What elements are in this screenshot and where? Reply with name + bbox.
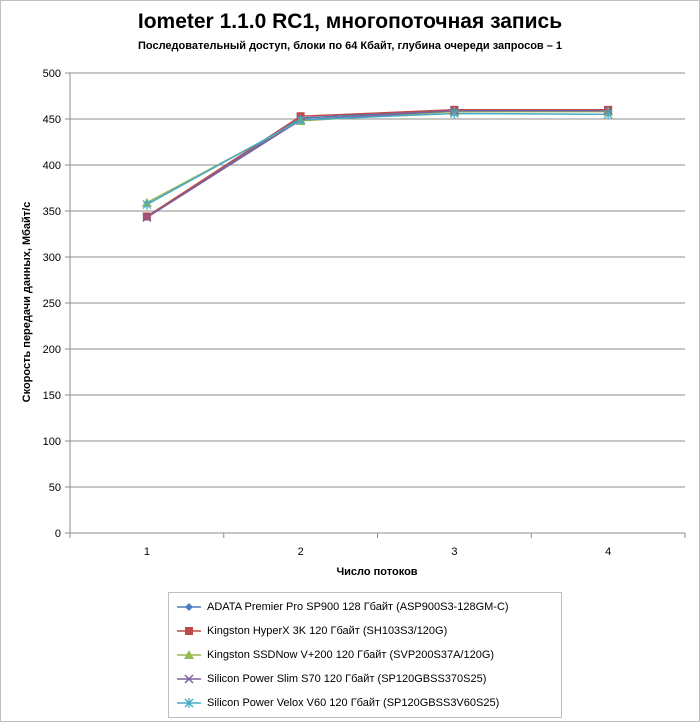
y-tick-label: 100 xyxy=(42,436,61,448)
y-tick-label: 400 xyxy=(42,160,61,172)
legend-swatch xyxy=(177,673,201,685)
x-axis-title: Число потоков xyxy=(336,566,418,578)
legend-entry xyxy=(177,671,486,687)
y-tick-label: 300 xyxy=(42,252,61,264)
legend-entry xyxy=(177,695,499,711)
legend-label: Silicon Power Velox V60 120 Гбайт (SP120GBSS3V60S25) xyxy=(207,697,500,709)
chart-subtitle: Последовательный доступ, блоки по 64 Кбайт, глубина очереди запросов – 1 xyxy=(137,40,563,52)
y-tick-label: 250 xyxy=(42,298,61,310)
y-tick-label: 200 xyxy=(42,344,61,356)
data-point-diamond xyxy=(185,603,193,611)
y-tick-label: 450 xyxy=(42,114,61,126)
y-tick-label: 500 xyxy=(42,68,61,80)
x-tick-label: 2 xyxy=(297,546,304,558)
y-tick-label: 0 xyxy=(54,528,61,540)
series-line-5 xyxy=(147,113,608,204)
legend-label: Silicon Power Slim S70 120 Гбайт (SP120GBSS370S25) xyxy=(207,673,487,685)
legend-entry xyxy=(177,647,494,663)
series-line-2 xyxy=(147,110,608,217)
chart-legend xyxy=(168,592,562,718)
y-tick-labels xyxy=(43,68,61,540)
y-axis-title: Скорость передачи данных, Мбайт/с xyxy=(21,201,33,403)
data-point-square xyxy=(185,627,193,635)
legend-label: Kingston SSDNow V+200 120 Гбайт (SVP200S37A/120G) xyxy=(207,649,495,661)
chart-title: Iometer 1.1.0 RC1, многопоточная запись xyxy=(137,10,563,33)
legend-swatch xyxy=(177,649,201,661)
series-line-1 xyxy=(147,110,608,217)
series-markers xyxy=(142,106,613,222)
series-lines xyxy=(147,110,608,218)
legend-entry xyxy=(177,599,509,615)
legend-swatch xyxy=(177,601,201,613)
legend-label: ADATA Premier Pro SP900 128 Гбайт (ASP900S3-128GM-C) xyxy=(207,601,509,613)
grid-lines xyxy=(65,73,685,538)
y-tick-label: 150 xyxy=(42,390,61,402)
series-line-3 xyxy=(147,112,608,203)
legend-swatch xyxy=(177,625,201,637)
legend-label: Kingston HyperX 3K 120 Гбайт (SH103S3/120G) xyxy=(207,625,448,637)
legend-swatch xyxy=(177,697,201,709)
y-tick-label: 350 xyxy=(42,206,61,218)
x-tick-label: 1 xyxy=(143,546,150,558)
x-tick-label: 3 xyxy=(451,546,458,558)
y-tick-label: 50 xyxy=(48,482,61,494)
x-tick-label: 4 xyxy=(605,546,612,558)
legend-entry xyxy=(177,623,447,639)
series-line-4 xyxy=(147,111,608,218)
x-tick-labels xyxy=(144,546,611,558)
